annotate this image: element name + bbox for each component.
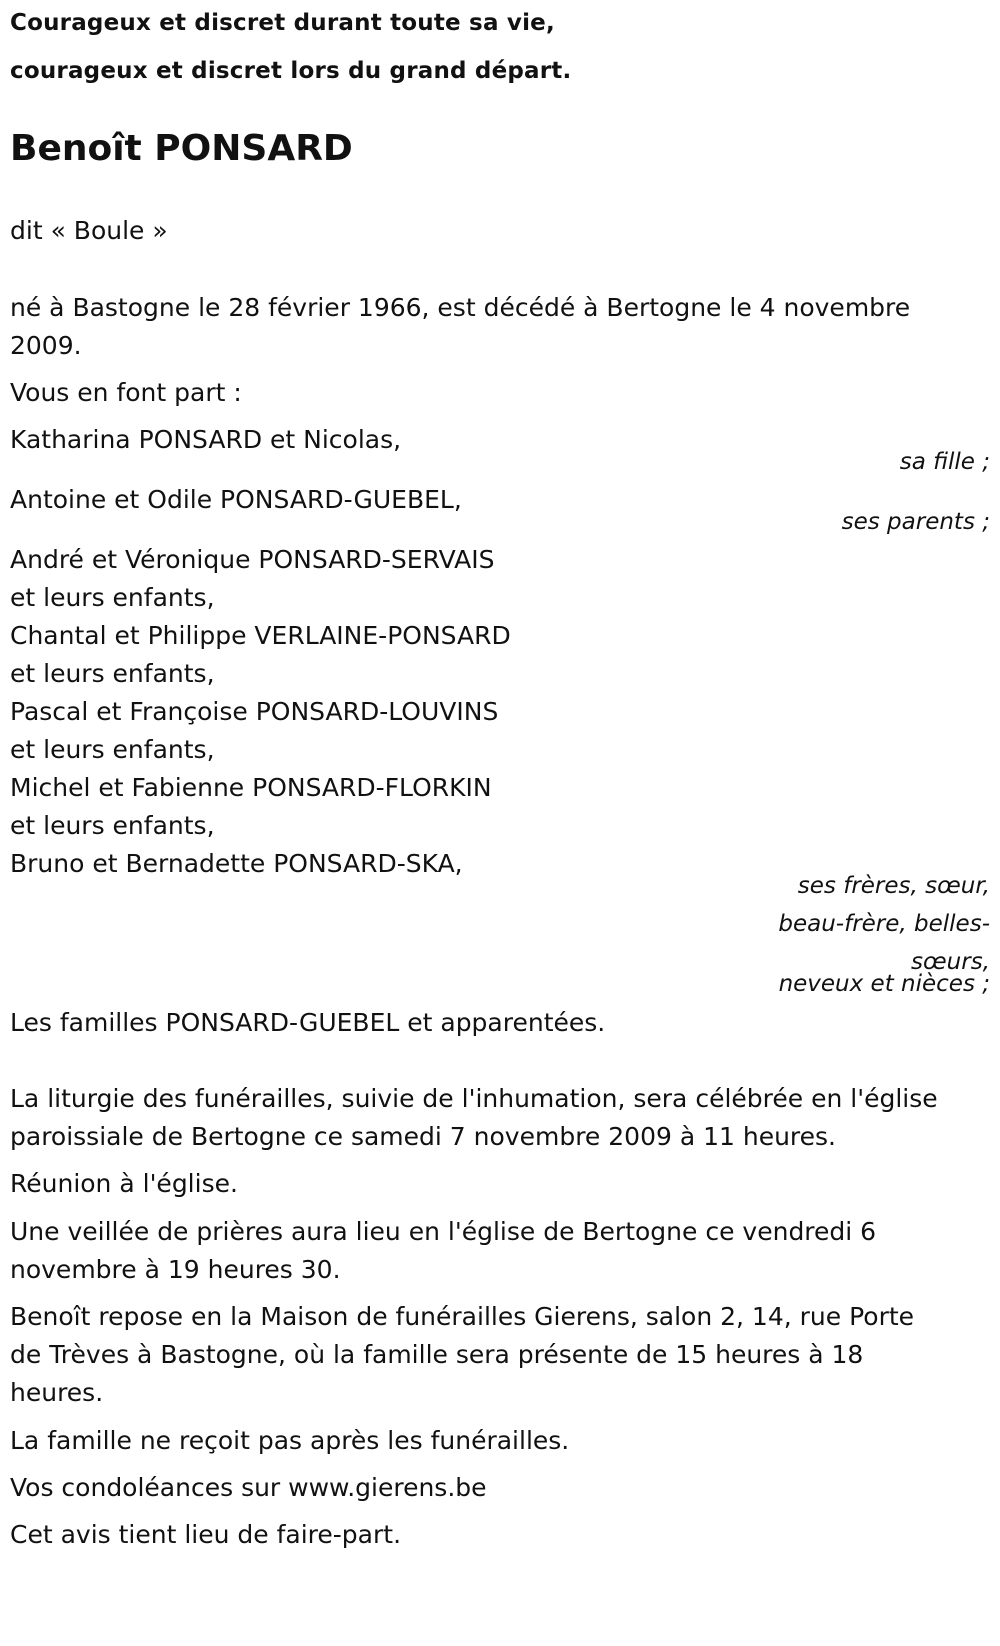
nickname: dit « Boule »	[10, 216, 168, 245]
daughter-relation: sa fille ;	[899, 449, 990, 475]
rest-line-1: Benoît repose en la Maison de funérailles Gierens, salon 2, 14, rue Porte	[10, 1302, 915, 1331]
sibling-line: Chantal et Philippe VERLAINE-PONSARD	[10, 621, 511, 650]
siblings-relation-line-3: sœurs,	[911, 949, 990, 975]
sibling-line: et leurs enfants,	[10, 735, 215, 764]
liturgy-line-1: La liturgie des funérailles, suivie de l'inhumation, sera célébrée en l'église	[10, 1084, 938, 1113]
daughter-name: Katharina PONSARD et Nicolas,	[10, 425, 402, 454]
vigil-line-1: Une veillée de prières aura lieu en l'église de Bertogne ce vendredi 6	[10, 1217, 877, 1246]
sibling-line: et leurs enfants,	[10, 583, 215, 612]
siblings-relation-line-1: ses frères, sœur,	[797, 873, 990, 899]
rest-line-3: heures.	[10, 1378, 104, 1407]
sibling-line: Pascal et Françoise PONSARD-LOUVINS	[10, 697, 499, 726]
rest-line-2: de Trèves à Bastogne, où la famille sera présente de 15 heures à 18	[10, 1340, 864, 1369]
parents-relation: ses parents ;	[841, 509, 990, 535]
liturgy-line-2: paroissiale de Bertogne ce samedi 7 novembre 2009 à 11 heures.	[10, 1122, 837, 1151]
vigil-line-2: novembre à 19 heures 30.	[10, 1255, 341, 1284]
sibling-line: André et Véronique PONSARD-SERVAIS	[10, 545, 495, 574]
notice-line: Cet avis tient lieu de faire-part.	[10, 1520, 402, 1549]
siblings-relation-line-2: beau-frère, belles-	[778, 911, 990, 937]
families-line: Les familles PONSARD-GUEBEL et apparentées.	[10, 1008, 606, 1037]
meeting-line: Réunion à l'église.	[10, 1169, 238, 1198]
sibling-line: Michel et Fabienne PONSARD-FLORKIN	[10, 773, 492, 802]
sibling-line: Bruno et Bernadette PONSARD-SKA,	[10, 849, 463, 878]
announcers-intro: Vous en font part :	[10, 378, 242, 407]
epigraph-line-2: courageux et discret lors du grand départ.	[10, 58, 572, 84]
parents-name: Antoine et Odile PONSARD-GUEBEL,	[10, 485, 462, 514]
birth-death-line-1: né à Bastogne le 28 février 1966, est décédé à Bertogne le 4 novembre	[10, 293, 911, 322]
sibling-line: et leurs enfants,	[10, 659, 215, 688]
birth-death-line-2: 2009.	[10, 331, 82, 360]
no-reception-line: La famille ne reçoit pas après les funérailles.	[10, 1426, 570, 1455]
deceased-name: Benoît PONSARD	[10, 128, 353, 169]
sibling-line: et leurs enfants,	[10, 811, 215, 840]
epigraph-line-1: Courageux et discret durant toute sa vie,	[10, 10, 555, 36]
condolences-line: Vos condoléances sur www.gierens.be	[10, 1473, 487, 1502]
siblings-relation-line-4: neveux et nièces ;	[778, 971, 990, 997]
